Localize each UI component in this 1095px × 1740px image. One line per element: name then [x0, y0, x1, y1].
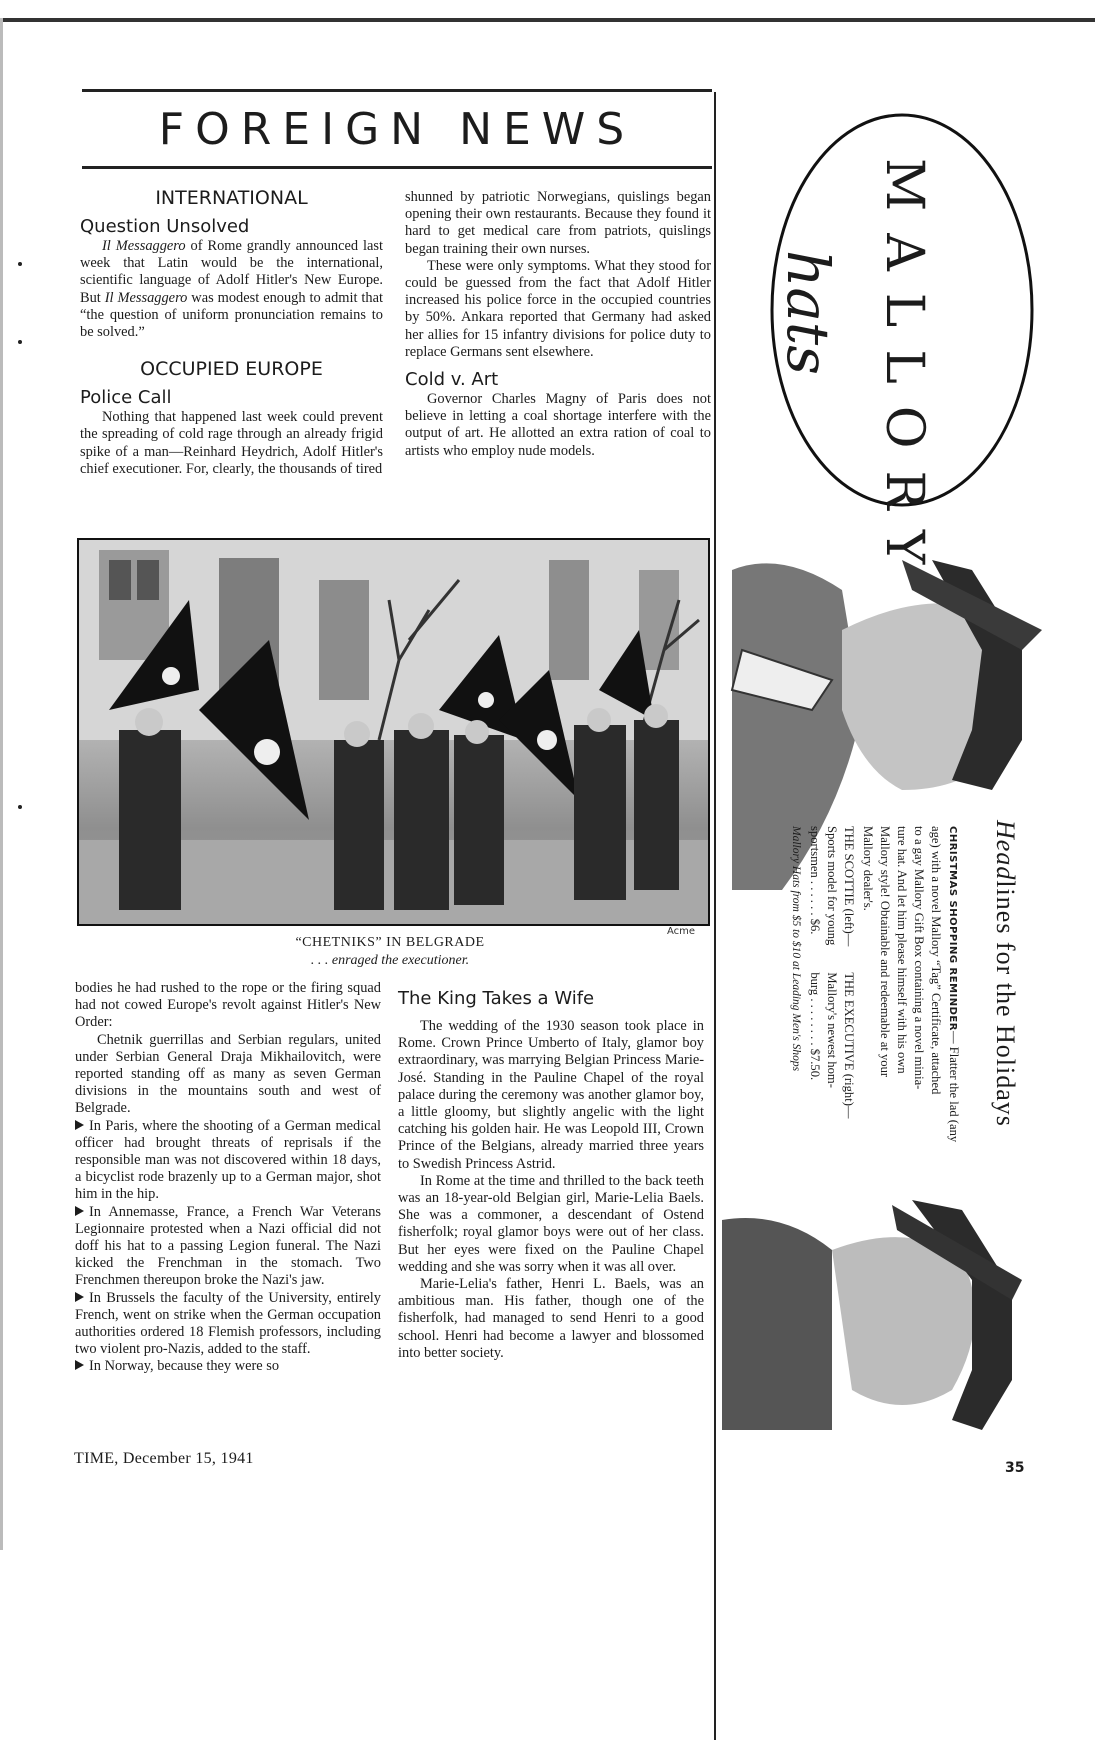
italic-run: Il Messaggero [102, 238, 186, 254]
story-headline: The King Takes a Wife [398, 988, 595, 1009]
story-paragraph: Chetnik guerrillas and Serbian regulars, united under Serbian General Draja Mikhailovitch, were reported standing off as many as seven German divisions in the mountains south and west of Belgrade. [75, 1031, 381, 1117]
photo-illustration [79, 540, 708, 924]
ad-lead: CHRISTMAS SHOPPING REMINDER [947, 826, 958, 1031]
story-paragraph: Governor Charles Magny of Paris does not believe in letting a coal shortage interfere with the output of art. He allotted an extra ration of coal to artists who employ nude models. [405, 391, 711, 459]
ad-script-word: hats [774, 250, 842, 376]
ad-headline-block [990, 820, 1020, 1127]
ad-model-executive [806, 972, 857, 1118]
ad-copy-line [944, 826, 962, 1142]
page-number: 35 [1005, 1460, 1025, 1476]
bullet-item [75, 1358, 381, 1375]
margin-mark [18, 805, 22, 809]
caption-subtitle: . . . enraged the executioner. [310, 953, 470, 968]
ad-copy-block [790, 826, 962, 1142]
bullet-text: In Brussels the faculty of the University, entirely French, went on strike when the German occupation authorities ordered 18 Flemish professors, including two violent pro-Nazis, added to the staff. [75, 1289, 381, 1358]
story-paragraph: In Rome at the time and thrilled to the back teeth was an 18-year-old Belgian girl, Marie-Lelia Baels. She was a commoner, a descendant of Ostend fisherfolk; royal glamor boys were out of her class. But her eyes were fixed on the Pauline Chapel wedding and she was sorry when it was all over. [398, 1172, 704, 1275]
ad-line: — Flatter the lad (any [947, 1030, 961, 1143]
section-heading: OCCUPIED EUROPE [140, 358, 323, 381]
ad-headline [990, 820, 1020, 1127]
bullet-text: In Paris, where the shooting of a German medical officer had brought threats of reprisals if the responsible man was not discovered within 18 days, a bicyclist rode brazenly up to a German major, shot him in the hip. [75, 1117, 381, 1203]
ad-model-line: Mallory's newest hom- [825, 972, 839, 1088]
section-title: FOREIGN NEWS [158, 104, 636, 155]
section-heading: INTERNATIONAL [155, 187, 308, 209]
page-left-edge [0, 18, 3, 1550]
story-paragraph: Il Messaggero of Rome grandly announced last week that Latin would be the international, scientific language of Adolf Hitler's New Europe. But Il Messaggero was modest enough to admit that “the question of uniform pronunciation remains to be solved.” [80, 238, 384, 341]
story-paragraph: shunned by patriotic Norwegians, quislings began opening their own restaurants. Because they found it hard to get medical care from patriots, quislings began training their own nurses. [405, 189, 711, 257]
bullet-item [75, 1118, 381, 1204]
news-photo [77, 538, 710, 926]
ad-copy-line: Mallory style! Obtainable and redeemable at your [878, 826, 892, 1078]
bullet-text: In Annemasse, France, a French War Veterans Legionnaire protested when a Nazi official did not doff his hat to a passing Legion funeral. The Nazi kicked the Frenchman in the stomach. Two Frenchmen thereupon broke the Nazi's jaw. [75, 1203, 381, 1289]
right-column-top [405, 189, 711, 460]
page-top-edge [0, 18, 1095, 22]
ad-copy-line: to a gay Mallory Gift Box containing a novel minia- [912, 826, 926, 1090]
right-column-bottom [398, 988, 704, 1362]
bullet-arrow-icon [75, 1360, 84, 1370]
ad-brand-block [874, 158, 934, 586]
italic-run: Il Messaggero [104, 289, 188, 306]
bullet-item [75, 1290, 381, 1359]
ad-model-line: THE SCOTTIE (left)— [842, 826, 856, 947]
story-headline: Cold v. Art [405, 369, 499, 391]
margin-mark [18, 262, 22, 266]
bullet-item [75, 1204, 381, 1290]
story-headline: Police Call [80, 387, 172, 409]
ad-model-scottie [806, 826, 857, 946]
mallory-advertisement [722, 90, 1082, 1445]
ad-model-line: THE EXECUTIVE (right)— [842, 972, 856, 1119]
ad-copy-line: Mallory dealer's. [861, 826, 875, 911]
ad-headline-rest: lines for the Holidays [991, 880, 1020, 1127]
ad-brand-name: MALLORY [874, 158, 934, 587]
ad-copy-line: age) with a novel Mallory “Tag” Certificate, attached [929, 826, 943, 1095]
header-rule-bottom [82, 166, 712, 169]
photo-caption [200, 934, 580, 970]
left-column-bottom [75, 980, 381, 1376]
bullet-arrow-icon [75, 1120, 84, 1130]
column-divider [714, 92, 716, 1740]
story-paragraph: bodies he had rushed to the rope or the firing squad had not cowed Europe's revolt against Hitler's New Order: [75, 980, 381, 1031]
story-paragraph: Marie-Lelia's father, Henri L. Baels, was an ambitious man. His father, though one of the fisherfolk, had managed to send Henri to a good school. Henri had become a lawyer and blossomed into better society. [398, 1276, 704, 1361]
ad-model-line: sportsmen . . . . . . $6. [808, 826, 822, 935]
footer-issue: TIME, December 15, 1941 [74, 1450, 254, 1467]
margin-mark [18, 340, 22, 344]
story-headline: Question Unsolved [80, 216, 250, 237]
ad-headline-italic: Head [991, 820, 1020, 881]
photo-credit: Acme [667, 926, 696, 937]
ad-models [806, 826, 857, 1142]
bullet-arrow-icon [75, 1292, 84, 1302]
left-column-top [80, 186, 383, 478]
story-paragraph: These were only symptoms. What they stood for could be guessed from the fact that Adolf Hitler increased his police force in the occupied countries by 50%. Ankara reported that Germany had asked her allies for 15 infantry divisions for police duty to replace Germans sent elsewhere. [405, 257, 711, 360]
ad-model-line: Sports model for young [825, 826, 839, 946]
bullet-arrow-icon [75, 1206, 84, 1216]
story-paragraph: The wedding of the 1930 season took place in Rome. Crown Prince Umberto of Italy, glamor boy extraordinary, was marrying Belgian Princess Marie-José. Standing in the Pauline Chapel of the royal palace during the ceremony was another glamor boy, a little gloomy, but slightly angelic with the light catching his golden hair. He was Leopold III, Crown Prince of the Belgians, already married three years to Swedish Princess Astrid. [398, 1018, 704, 1172]
ad-script-block [774, 250, 842, 375]
story-paragraph: Nothing that happened last week could prevent the spreading of cold rage through an already frigid spike of a man—Reinhard Heydrich, Adolf Hitler's chief executioner. For, clearly, the thousands of tired [80, 409, 383, 477]
header-rule-top [82, 89, 712, 92]
bullet-text: In Norway, because they were so [89, 1358, 280, 1375]
ad-price-line: Mallory Hats from $5 to $10 at Leading Men's Shops [790, 826, 802, 1072]
caption-title: “CHETNIKS” IN BELGRADE [295, 935, 485, 950]
ad-copy-line: ture hat. And let him please himself with his own [895, 826, 909, 1074]
ad-model-line: burg . . . . . . . . $7.50. [808, 972, 822, 1081]
